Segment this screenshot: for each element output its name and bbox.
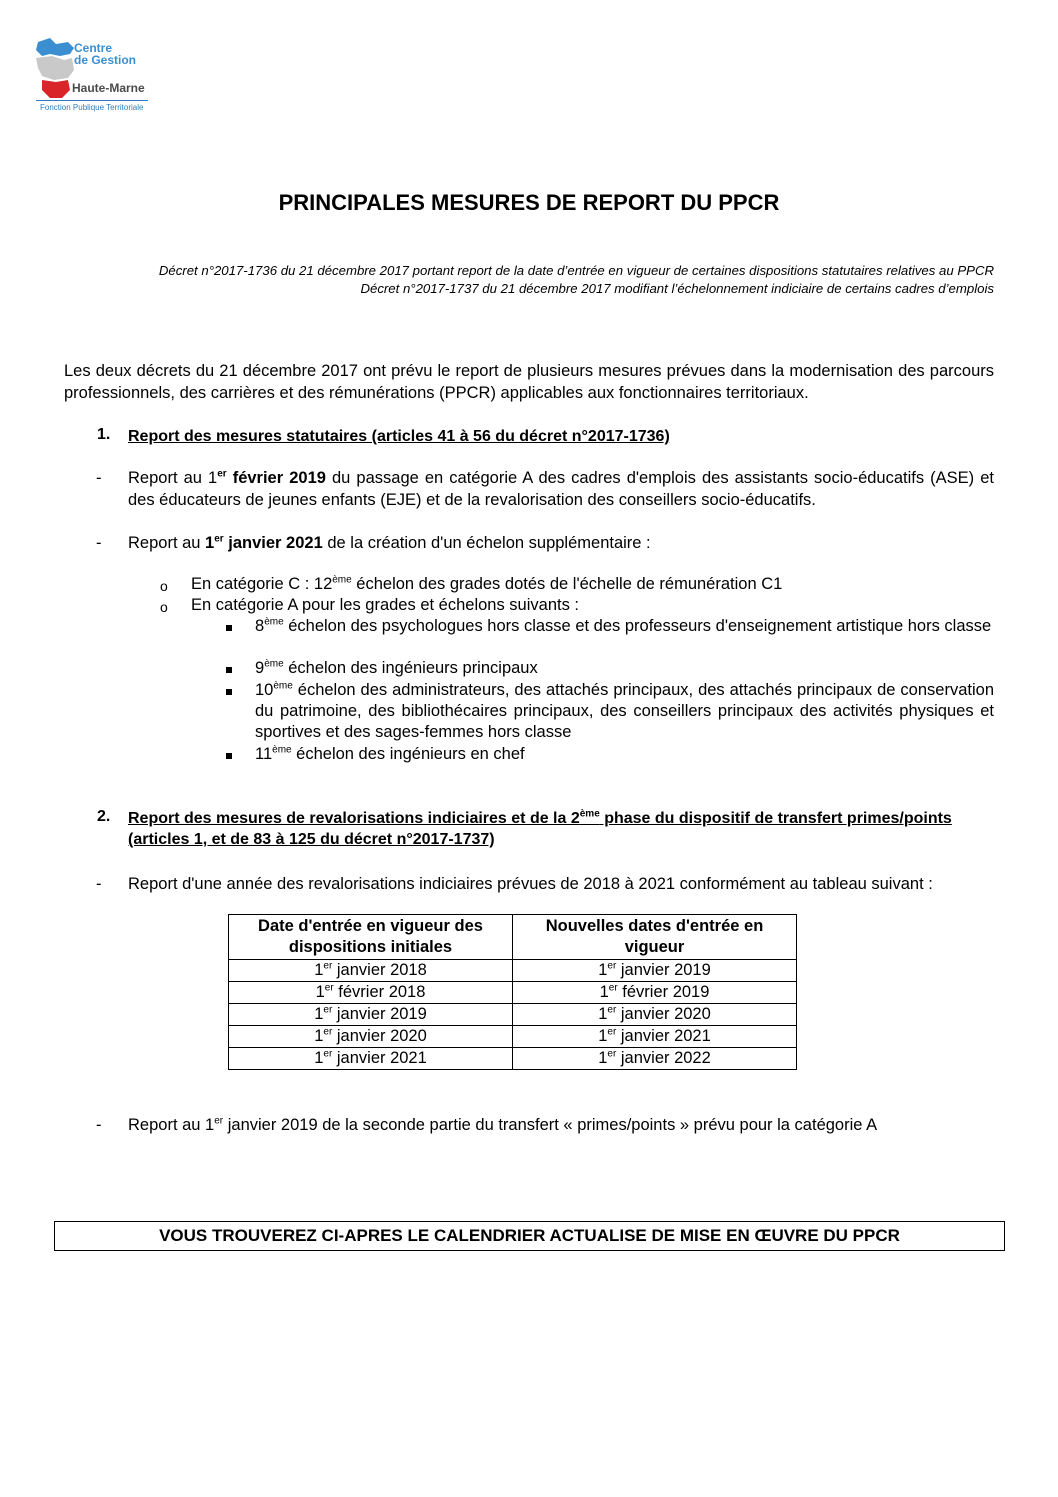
table-row (229, 1048, 797, 1070)
item-text: échelon des psychologues hors classe et des professeurs d'enseignement artistique hors classe (283, 617, 992, 635)
table-cell: 1er janvier 2020 (513, 1004, 797, 1026)
superscript: ème (264, 616, 284, 628)
item-text: 9 (255, 659, 265, 677)
item-text: 11 (255, 745, 273, 763)
table-cell: 1er janvier 2022 (513, 1048, 797, 1070)
item-text: Report au 1 (128, 469, 218, 487)
logo-subtitle: Fonction Publique Territoriale (40, 103, 144, 112)
table-cell: 1er janvier 2018 (229, 960, 513, 982)
decree-reference-1737: Décret n°2017-1737 du 21 décembre 2017 modifiant l’échelonnement indiciaire de certains cadres d’emplois (360, 281, 994, 296)
section-2-item-2 (128, 1114, 994, 1136)
item-text: échelon des ingénieurs principaux (283, 659, 538, 677)
item-date: février 2019 (226, 469, 326, 487)
table-row (229, 1004, 797, 1026)
sub-item-category-c (191, 574, 994, 595)
item-text: 10 (255, 681, 274, 699)
circle-bullet: o (160, 578, 168, 594)
table-cell: 1er février 2018 (229, 982, 513, 1004)
dash-bullet: - (96, 534, 102, 552)
heading-text: (articles 1, et de 83 à 125 du décret n°2017-1737) (128, 831, 495, 848)
bullet-echelon-10 (255, 680, 994, 743)
item-text: janvier 2019 de la seconde partie du transfert « primes/points » prévu pour la catégorie A (223, 1116, 878, 1134)
section-1-heading: Report des mesures statutaires (articles 41 à 56 du décret n°2017-1736) (128, 428, 670, 445)
sub-item-category-a: En catégorie A pour les grades et échelons suivants : (191, 596, 579, 614)
heading-text: phase du dispositif de transfert primes/points (599, 810, 952, 827)
square-bullet (226, 625, 232, 631)
item-text: de la création d'un échelon supplémentaire : (322, 534, 651, 552)
calendar-notice-box: VOUS TROUVEREZ CI-APRES LE CALENDRIER ACTUALISE DE MISE EN ŒUVRE DU PPCR (54, 1221, 1005, 1251)
organization-logo (30, 36, 152, 118)
superscript: er (217, 468, 227, 480)
dash-bullet: - (96, 1116, 102, 1134)
item-text: Report au 1 (128, 1116, 215, 1134)
table-row (229, 982, 797, 1004)
dates-table (228, 914, 797, 1070)
document-title: PRINCIPALES MESURES DE REPORT DU PPCR (278, 190, 780, 215)
item-text: échelon des ingénieurs en chef (291, 745, 525, 763)
intro-paragraph: Les deux décrets du 21 décembre 2017 ont prévu le report de plusieurs mesures prévues dans la modernisation des parcours professionnels, des carrières et des rémunérations (PPCR) applicables aux fonctionnaires territoriaux. (64, 362, 994, 402)
table-row (229, 1026, 797, 1048)
item-text: du passage en catégorie A des cadres d'emplois des assistants socio-éducatifs (ASE) et des éducateurs de jeunes enfants (EJE) et de la revalorisation des conseillers socio-éducatifs. (128, 469, 995, 509)
item-text: 8 (255, 617, 265, 635)
table-cell: 1er janvier 2021 (229, 1048, 513, 1070)
table-header-initial-dates: Date d'entrée en vigueur des dispositions initiales (229, 915, 513, 960)
item-text: Report au (128, 534, 206, 552)
table-cell: 1er février 2019 (513, 982, 797, 1004)
square-bullet (226, 689, 232, 695)
dash-bullet: - (96, 469, 102, 487)
circle-bullet: o (160, 599, 168, 615)
logo-text-centre: Centre (74, 41, 113, 55)
superscript: er (214, 533, 224, 545)
section-2-item-1: Report d'une année des revalorisations indiciaires prévues de 2018 à 2021 conformément au tableau suivant : (128, 875, 933, 893)
superscript: ème (273, 680, 293, 692)
item-text: échelon des administrateurs, des attachés principaux, des attachés principaux de conservation du patrimoine, des bibliothécaires principaux, des conseillers principaux des activités physiques et sportives et des sages-femmes hors classe (255, 681, 994, 741)
square-bullet (226, 667, 232, 673)
table-header-new-dates: Nouvelles dates d'entrée en vigueur (513, 915, 797, 960)
table-row (229, 960, 797, 982)
superscript: ème (272, 744, 292, 756)
bullet-echelon-8 (255, 616, 994, 637)
table-cell: 1er janvier 2019 (229, 1004, 513, 1026)
dash-bullet: - (96, 875, 102, 893)
bullet-echelon-11 (255, 744, 994, 765)
section-1-item-2 (128, 532, 994, 554)
section-1-item-1 (128, 467, 994, 511)
superscript: ème (264, 658, 284, 670)
logo-text-de-gestion: de Gestion (74, 53, 137, 67)
logo-text-haute-marne: Haute-Marne (72, 81, 145, 95)
table-header-row (229, 915, 797, 960)
square-bullet (226, 753, 232, 759)
decree-reference-1736: Décret n°2017-1736 du 21 décembre 2017 portant report de la date d’entrée en vigueur de certaines dispositions statutaires relatives au PPCR (158, 263, 994, 278)
item-date: janvier 2021 (223, 534, 323, 552)
item-date: 1 (205, 534, 215, 552)
section-1-number: 1. (97, 426, 111, 443)
logo-divider (36, 100, 148, 101)
section-2-heading (128, 808, 994, 850)
table-cell: 1er janvier 2020 (229, 1026, 513, 1048)
section-2-number: 2. (97, 808, 111, 825)
bullet-echelon-9 (255, 658, 994, 679)
item-text: En catégorie C : 12 (191, 575, 333, 593)
superscript: er (214, 1115, 224, 1127)
superscript: ème (332, 574, 352, 586)
superscript: ème (579, 808, 600, 820)
heading-text: Report des mesures de revalorisations indiciaires et de la 2 (128, 810, 580, 827)
decree-references (159, 262, 994, 298)
item-text: échelon des grades dotés de l'échelle de rémunération C1 (351, 575, 783, 593)
table-cell: 1er janvier 2021 (513, 1026, 797, 1048)
table-cell: 1er janvier 2019 (513, 960, 797, 982)
